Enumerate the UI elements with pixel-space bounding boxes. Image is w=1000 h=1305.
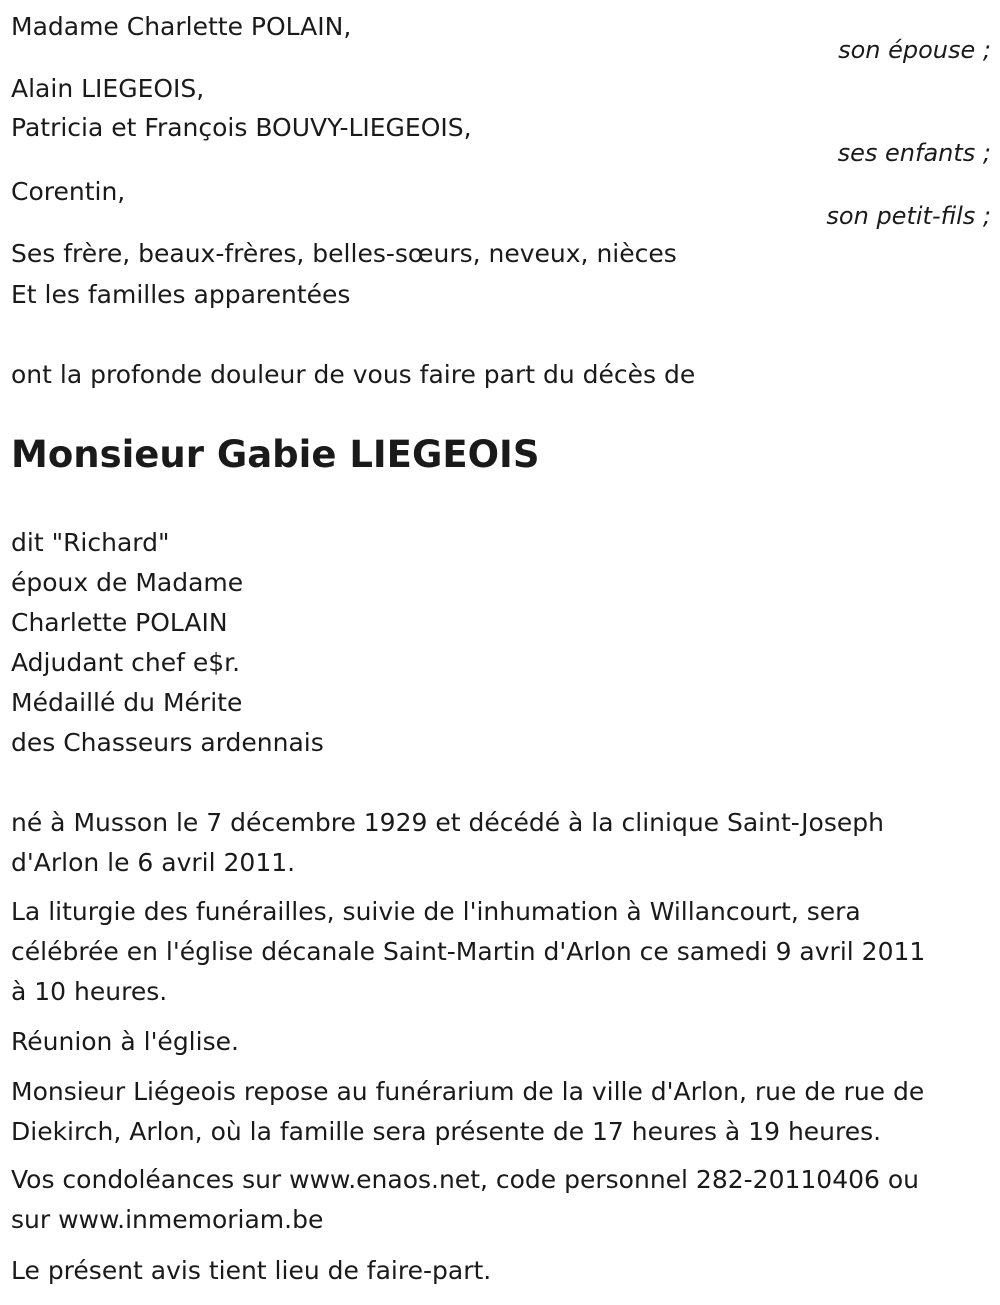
deceased-detail: Adjudant chef e$r. xyxy=(11,648,241,677)
deceased-detail: dit "Richard" xyxy=(11,528,170,557)
paragraph-line: Le présent avis tient lieu de faire-part. xyxy=(11,1256,492,1285)
meeting-paragraph xyxy=(11,1022,986,1062)
deceased-detail: des Chasseurs ardennais xyxy=(11,728,324,757)
paragraph-line: Vos condoléances sur www.enaos.net, code personnel 282-20110406 ou xyxy=(11,1165,920,1194)
deceased-detail: Médaillé du Mérite xyxy=(11,688,243,717)
deceased-name: Monsieur Gabie LIEGEOIS xyxy=(11,433,540,476)
paragraph-line: d'Arlon le 6 avril 2011. xyxy=(11,848,296,877)
grandchild-name: Corentin, xyxy=(11,177,126,206)
deceased-detail: Charlette POLAIN xyxy=(11,608,228,637)
paragraph-line: Monsieur Liégeois repose au funérarium de la ville d'Arlon, rue de rue de xyxy=(11,1077,925,1106)
relatives-line: Et les familles apparentées xyxy=(11,280,351,309)
paragraph-line: sur www.inmemoriam.be xyxy=(11,1205,324,1234)
paragraph-line: Réunion à l'église. xyxy=(11,1027,239,1056)
paragraph-line: à 10 heures. xyxy=(11,977,168,1006)
funeral-paragraph xyxy=(11,892,986,1012)
spouse-name: Madame Charlette POLAIN, xyxy=(11,12,352,41)
spouse-role: son épouse ; xyxy=(838,36,991,64)
paragraph-line: La liturgie des funérailles, suivie de l'inhumation à Willancourt, sera xyxy=(11,897,861,926)
relatives-line: Ses frère, beaux-frères, belles-sœurs, neveux, nièces xyxy=(11,239,677,268)
child-name: Alain LIEGEOIS, xyxy=(11,74,205,103)
paragraph-line: Diekirch, Arlon, où la famille sera présente de 17 heures à 19 heures. xyxy=(11,1117,882,1146)
paragraph-line: célébrée en l'église décanale Saint-Martin d'Arlon ce samedi 9 avril 2011 xyxy=(11,937,926,966)
announcement-text: ont la profonde douleur de vous faire part du décès de xyxy=(11,360,696,389)
condolences-paragraph xyxy=(11,1160,986,1240)
children-role: ses enfants ; xyxy=(837,139,991,167)
birth-death-paragraph xyxy=(11,803,986,883)
paragraph-line: né à Musson le 7 décembre 1929 et décédé à la clinique Saint-Joseph xyxy=(11,808,884,837)
child-name: Patricia et François BOUVY-LIEGEOIS, xyxy=(11,113,472,142)
grandchild-role: son petit-fils ; xyxy=(826,202,991,230)
deceased-detail: époux de Madame xyxy=(11,568,244,597)
notice-paragraph xyxy=(11,1251,986,1291)
funerarium-paragraph xyxy=(11,1072,986,1152)
